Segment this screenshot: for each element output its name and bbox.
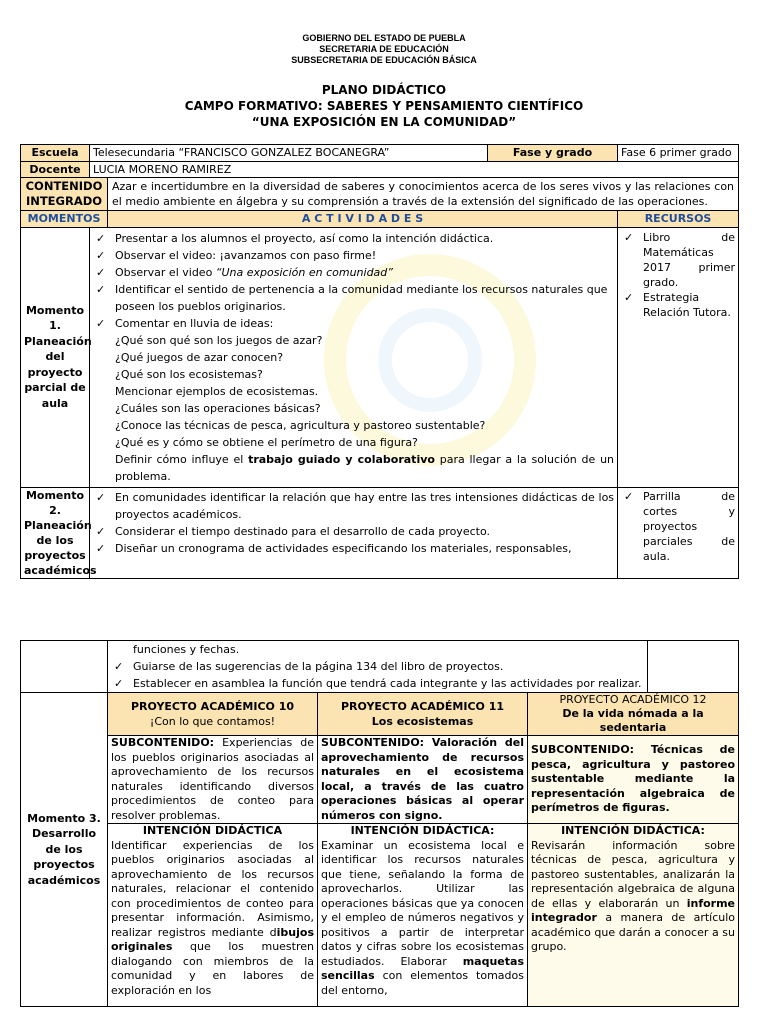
contenido-value: Azar e incertidumbre en la diversidad de saberes y conocimientos acerca de los seres vivos y las relaciones con el medio ambiente en álgebra y su comprensión a través de la extensión del significado de las operaciones. <box>108 178 739 211</box>
m1-activity: ✓ Observar el video: ¡avanzamos con paso firme! <box>93 247 614 264</box>
col-actividades: A C T I V I D A D E S <box>108 211 618 228</box>
momento2-activities-cont <box>108 641 648 693</box>
proyecto10-header: PROYECTO ACADÉMICO 10 ¡Con lo que contamos! <box>108 693 318 736</box>
question: ¿Qué es y cómo se obtiene el perímetro de una figura? <box>115 435 418 449</box>
m2-activity: ✓ Diseñar un cronograma de actividades especificando los materiales, responsables, <box>93 540 614 557</box>
recurso-item: ✓ Parrilla de cortes y proyectos parciales de aula. <box>621 489 735 564</box>
question: ¿Conoce las técnicas de pesca, agricultura y pastoreo sustentable? <box>115 418 486 432</box>
col-recursos: RECURSOS <box>618 211 739 228</box>
fase-value: Fase 6 primer grado <box>618 145 739 162</box>
m2-cont-recursos-empty <box>648 641 739 693</box>
doc-project-name: “UNA EXPOSICIÓN EN LA COMUNIDAD” <box>251 115 517 129</box>
momento2-activities <box>90 487 618 578</box>
fase-label: Fase y grado <box>488 145 618 162</box>
m1-activity: ✓ Comentar en lluvia de ideas: <box>93 315 614 332</box>
question: ¿Cuáles son las operaciones básicas? <box>115 401 321 415</box>
question: ¿Qué son los ecosistemas? <box>115 367 263 381</box>
plan-table-page1 <box>20 144 739 579</box>
momento3-label: Momento 3. Desarrollo de los proyectos académicos <box>21 693 108 1007</box>
proyecto11-subcontenido: SUBCONTENIDO: Valoración del aprovechamiento de recursos naturales en el ecosistema local, a través de las cuatro operaciones básicas al operar números con signo. <box>318 736 528 824</box>
video-title: “Una exposición en comunidad” <box>215 265 393 279</box>
m1-activity: ✓ Observar el video “Una exposición en comunidad” <box>93 264 614 281</box>
proyecto12-intencion: INTENCIÓN DIDÁCTICA: Revisarán información sobre técnicas de pesca, agricultura y pastoreo sustentables, analizarán la representación algebraica de alguna de ellas y elaborarán un informe integrador a manera de artículo académico que darán a conocer a su grupo. <box>528 824 739 1007</box>
m2-activity: ✓ Guiarse de las sugerencias de la página 134 del libro de proyectos. <box>111 658 644 675</box>
header-secretaria: SECRETARIA DE EDUCACIÓN <box>319 44 449 54</box>
contenido-label: CONTENIDO INTEGRADO <box>21 178 108 211</box>
m2-activity: ✓ Considerar el tiempo destinado para el desarrollo de cada proyecto. <box>93 523 614 540</box>
momento1-recursos <box>618 227 739 487</box>
col-momentos: MOMENTOS <box>21 211 108 228</box>
m2-continuation: funciones y fechas. <box>133 643 240 656</box>
recurso-item: ✓ Estrategia Relación Tutora. <box>621 290 735 320</box>
doc-title: PLANO DIDÁCTICO <box>321 83 447 97</box>
proyecto11-header: PROYECTO ACADÉMICO 11 Los ecosistemas <box>318 693 528 736</box>
momento1-activities <box>90 227 618 487</box>
m2-activity: ✓ En comunidades identificar la relación que hay entre las tres intensiones didácticas de los proyectos académicos. <box>93 489 614 523</box>
proyecto12-header: PROYECTO ACADÉMICO 12 De la vida nómada a la sedentaria <box>528 693 739 736</box>
proyecto11-intencion: INTENCIÓN DIDÁCTICA: Examinar un ecosistema local e identificar los recursos naturales que tiene, señalando la forma de aprovecharlos. Utilizar las operaciones básicas que ya conocen y el empleo de números negativos y positivos a partir de interpretar datos y cifras sobre los ecosistemas estudiados. Elaborar maquetas sencillas con elementos tomados del entorno, <box>318 824 528 1007</box>
proyecto10-intencion: INTENCIÓN DIDÁCTICA Identificar experiencias de los pueblos originarios asociadas al aprovechamiento de los recursos naturales, relacionar el contenido con procedimientos de conteo para presentar información. Asimismo, realizar registros mediante dibujos originales que los muestren dialogando con miembros de la comunidad y en labores de exploración en los <box>108 824 318 1007</box>
m2-activity: ✓ Establecer en asamblea la función que tendrá cada integrante y las actividades por realizar. <box>111 675 644 692</box>
question: ¿Qué son qué son los juegos de azar? <box>115 333 323 347</box>
header-subsecretaria: SUBSECRETARIA DE EDUCACIÓN BÁSICA <box>291 55 477 65</box>
m1-activity: ✓ Presentar a los alumnos el proyecto, así como la intención didáctica. <box>93 230 614 247</box>
proyecto12-subcontenido: SUBCONTENIDO: Técnicas de pesca, agricultura y pastoreo sustentable mediante la representación algebraica de perímetros de figuras. <box>528 736 739 824</box>
question: Mencionar ejemplos de ecosistemas. <box>115 384 319 398</box>
docente-label: Docente <box>21 161 90 178</box>
m2-cont-momento-empty <box>21 641 108 693</box>
question: ¿Qué juegos de azar conocen? <box>115 350 284 364</box>
plan-table-page2 <box>20 640 739 1007</box>
m1-activity: ✓ Identificar el sentido de pertenencia a la comunidad mediante los recursos naturales que poseen los pueblos originarios. <box>93 281 614 315</box>
escuela-value: Telesecundaria “FRANCISCO GONZALEZ BOCANEGRA” <box>90 145 488 162</box>
momento2-label: Momento 2. Planeación de los proyectos académicos <box>21 487 90 578</box>
momento1-label: Momento 1. Planeación del proyecto parcial de aula <box>21 227 90 487</box>
header-government: GOBIERNO DEL ESTADO DE PUEBLA <box>302 33 466 43</box>
doc-campo: CAMPO FORMATIVO: SABERES Y PENSAMIENTO CIENTÍFICO <box>184 99 584 113</box>
docente-value: LUCIA MORENO RAMIREZ <box>90 161 739 178</box>
final-activity: Definir cómo influye el trabajo guiado y colaborativo para llegar a la solución de un problema. <box>115 452 615 483</box>
recurso-item: ✓ Libro de Matemáticas 2017 primer grado. <box>621 230 735 290</box>
proyecto10-subcontenido: SUBCONTENIDO: Experiencias de los pueblos originarios asociadas al aprovechamiento de los recursos naturales identificando diversos procedimientos de conteo para resolver problemas. <box>108 736 318 824</box>
momento2-recursos <box>618 487 739 578</box>
escuela-label: Escuela <box>21 145 90 162</box>
